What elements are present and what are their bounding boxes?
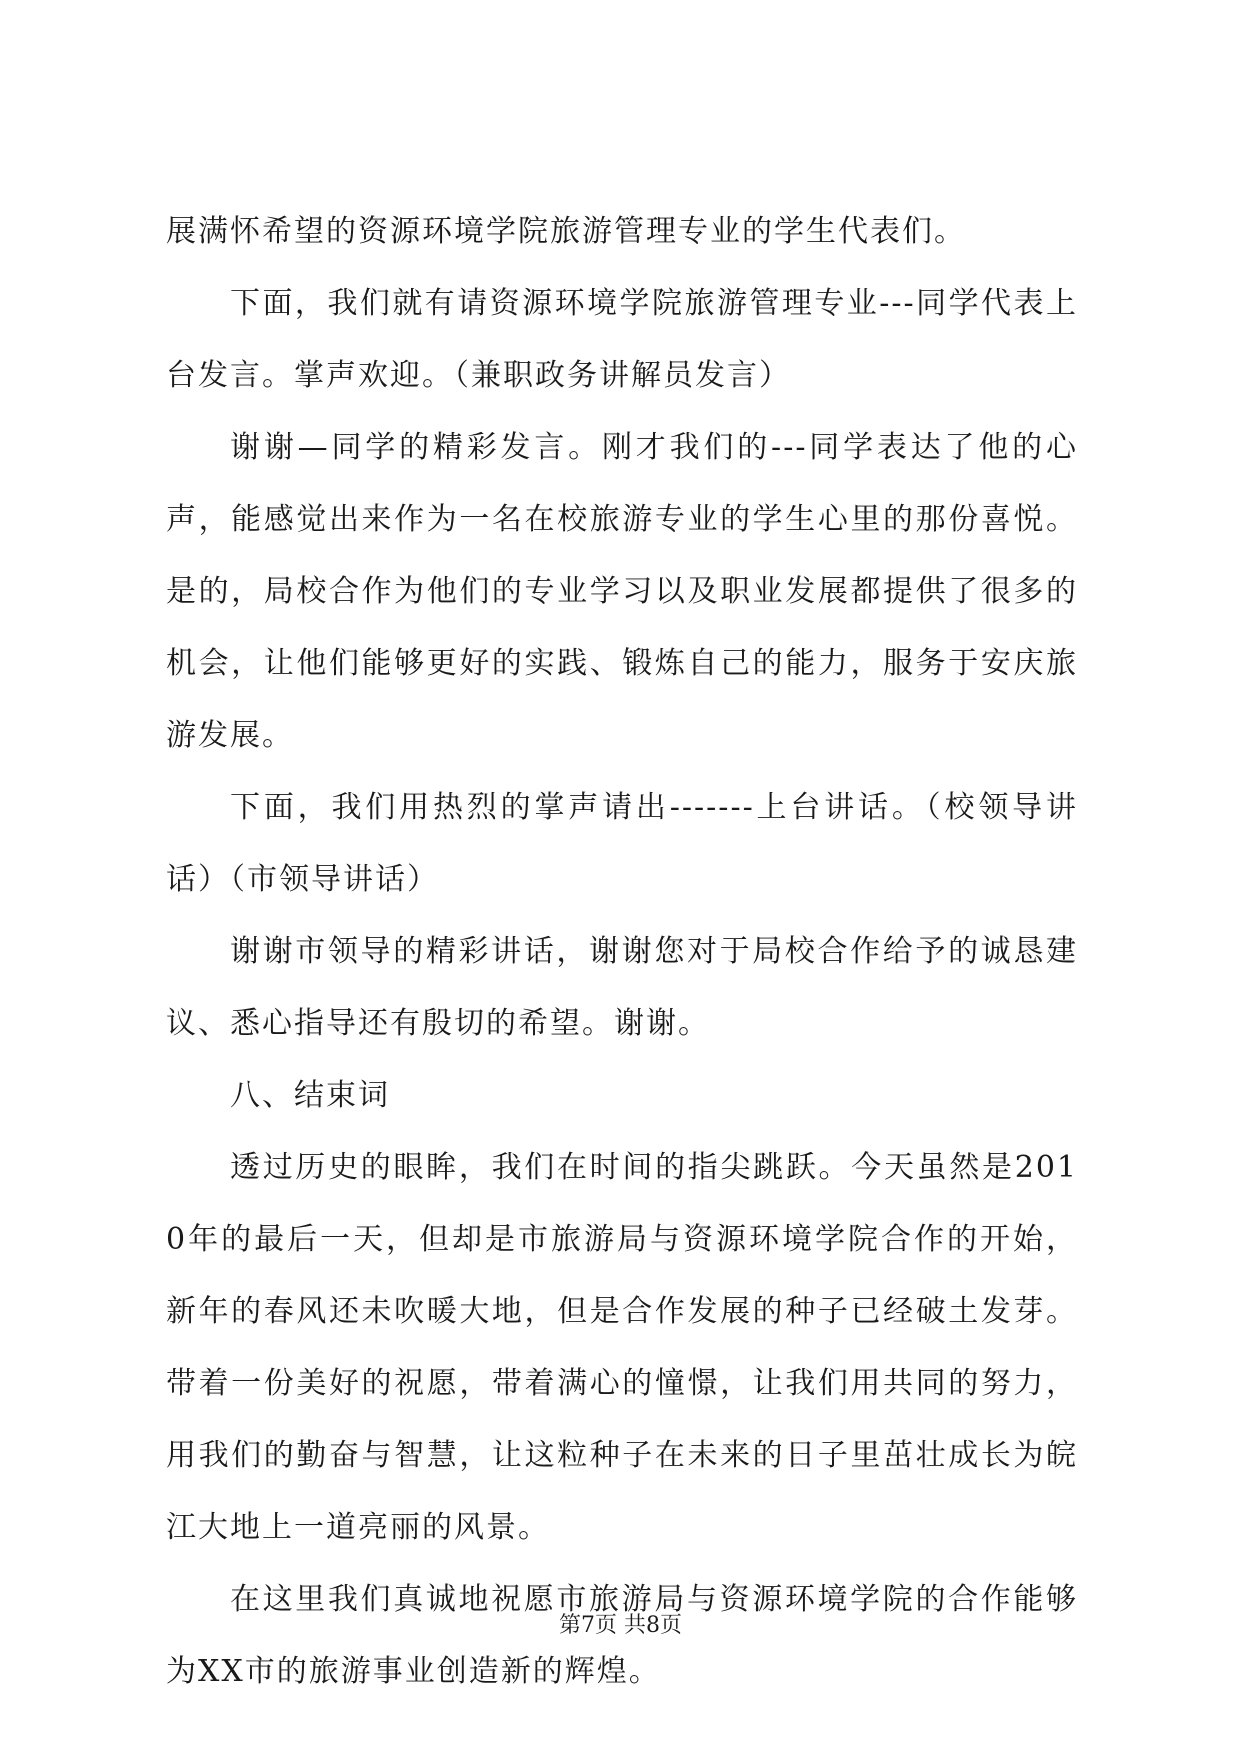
paragraph-5: 谢谢市领导的精彩讲话，谢谢您对于局校合作给予的诚恳建议、悉心指导还有殷切的希望。谢谢。 <box>166 934 1078 1041</box>
paragraph-1: 展满怀希望的资源环境学院旅游管理专业的学生代表们。 <box>166 214 966 249</box>
paragraph-7: 透过历史的眼眸，我们在时间的指尖跳跃。今天虽然是2010年的最后一天，但却是市旅游局与资源环境学院合作的开始，新年的春风还未吹暖大地，但是合作发展的种子已经破土发芽。带着一份美好的祝愿，带着满心的憧憬，让我们用共同的努力，用我们的勤奋与智慧，让这粒种子在未来的日子里茁壮成长为皖江大地上一道亮丽的风景。 <box>166 1150 1078 1545</box>
paragraph-4: 下面，我们用热烈的掌声请出-------上台讲话。（校领导讲话）（市领导讲话） <box>166 790 1078 897</box>
section-heading: 八、结束词 <box>230 1078 390 1113</box>
document-body <box>166 196 1078 1708</box>
paragraph-2: 下面，我们就有请资源环境学院旅游管理专业---同学代表上台发言。掌声欢迎。（兼职政务讲解员发言） <box>166 286 1078 393</box>
paragraph-8: 在这里我们真诚地祝愿市旅游局与资源环境学院的合作能够为XX市的旅游事业创造新的辉煌。 <box>166 1582 1078 1689</box>
page-number-footer: 第7页 共8页 <box>559 1613 682 1638</box>
paragraph-3: 谢谢—同学的精彩发言。刚才我们的---同学表达了他的心声，能感觉出来作为一名在校旅游专业的学生心里的那份喜悦。是的，局校合作为他们的专业学习以及职业发展都提供了很多的机会，让他们能够更好的实践、锻炼自己的能力，服务于安庆旅游发展。 <box>166 430 1078 753</box>
